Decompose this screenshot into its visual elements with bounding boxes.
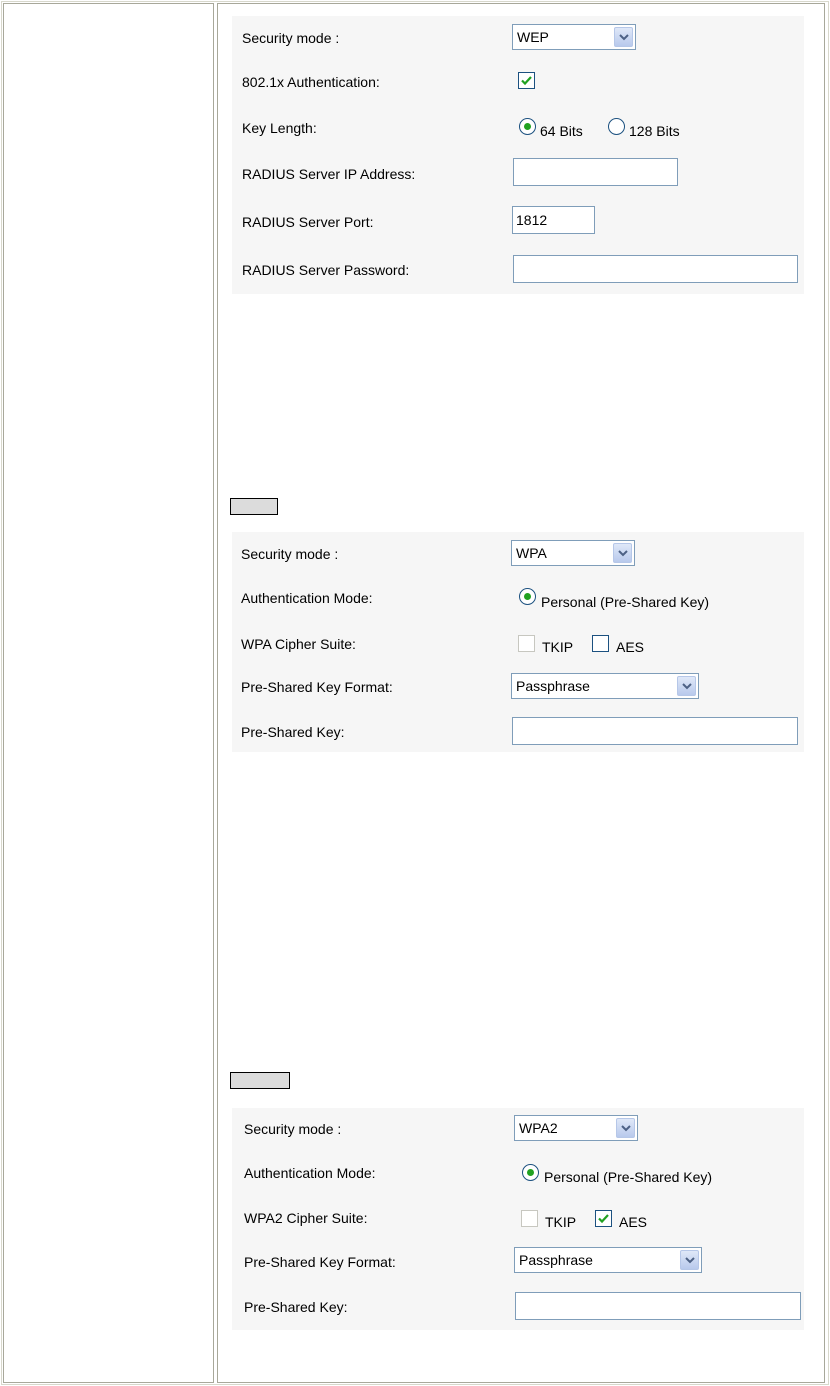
auth-mode-label: Authentication Mode: — [244, 1165, 376, 1181]
radius-ip-input[interactable] — [513, 158, 678, 186]
chevron-down-icon[interactable] — [613, 543, 632, 563]
cipher-tkip-label: TKIP — [542, 639, 574, 655]
chevron-down-icon[interactable] — [680, 1250, 699, 1270]
radius-port-value: 1812 — [516, 212, 548, 228]
security-mode-label: Security mode : — [241, 546, 339, 562]
auth-mode-personal-radio[interactable] — [522, 1164, 539, 1181]
security-mode-select[interactable] — [514, 1115, 638, 1141]
left-column — [3, 3, 214, 1383]
checkmark-icon — [597, 1212, 610, 1225]
psk-input[interactable] — [512, 717, 798, 745]
radius-password-label: RADIUS Server Password: — [242, 262, 410, 278]
psk-format-select[interactable] — [511, 673, 699, 699]
cipher-tkip-label: TKIP — [545, 1214, 577, 1230]
wpa-section-button[interactable] — [230, 498, 278, 515]
chevron-down-icon[interactable] — [677, 676, 696, 696]
key-length-128-radio[interactable] — [608, 118, 625, 135]
radius-port-input[interactable] — [512, 206, 595, 234]
auth-mode-label: Authentication Mode: — [241, 590, 373, 606]
cipher-suite-label: WPA2 Cipher Suite: — [244, 1210, 368, 1226]
chevron-down-icon[interactable] — [614, 27, 633, 47]
security-mode-label: Security mode : — [242, 30, 340, 46]
auth-8021x-checkbox[interactable] — [518, 72, 535, 89]
security-mode-select[interactable] — [512, 24, 636, 50]
psk-format-value: Passphrase — [519, 1252, 593, 1268]
security-mode-value: WPA — [516, 545, 547, 561]
cipher-aes-label: AES — [619, 1214, 648, 1230]
wpa2-section-button[interactable] — [230, 1072, 290, 1089]
security-mode-label: Security mode : — [244, 1121, 342, 1137]
psk-label: Pre-Shared Key: — [244, 1299, 348, 1315]
key-length-label: Key Length: — [242, 120, 317, 136]
radius-password-input[interactable] — [513, 255, 798, 283]
security-mode-select[interactable] — [511, 540, 635, 566]
psk-label: Pre-Shared Key: — [241, 724, 345, 740]
cipher-aes-checkbox[interactable] — [592, 635, 609, 652]
psk-input[interactable] — [515, 1292, 801, 1320]
radio-selected-icon — [527, 1169, 534, 1176]
psk-format-value: Passphrase — [516, 678, 590, 694]
auth-8021x-label: 802.1x Authentication: — [242, 74, 380, 90]
checkmark-icon — [520, 74, 533, 87]
cipher-aes-checkbox[interactable] — [595, 1210, 612, 1227]
psk-format-label: Pre-Shared Key Format: — [244, 1254, 396, 1270]
cipher-tkip-checkbox[interactable] — [521, 1210, 538, 1227]
security-mode-value: WEP — [517, 29, 549, 45]
radius-ip-label: RADIUS Server IP Address: — [242, 166, 416, 182]
cipher-suite-label: WPA Cipher Suite: — [241, 636, 356, 652]
security-mode-value: WPA2 — [519, 1120, 558, 1136]
key-length-128-label: 128 Bits — [629, 123, 680, 139]
cipher-aes-label: AES — [616, 639, 645, 655]
radio-selected-icon — [524, 123, 531, 130]
key-length-64-radio[interactable] — [519, 118, 536, 135]
auth-mode-personal-radio[interactable] — [519, 588, 536, 605]
key-length-64-label: 64 Bits — [540, 123, 583, 139]
radius-port-label: RADIUS Server Port: — [242, 214, 374, 230]
auth-mode-personal-label: Personal (Pre-Shared Key) — [544, 1169, 713, 1185]
cipher-tkip-checkbox[interactable] — [518, 635, 535, 652]
psk-format-select[interactable] — [514, 1247, 702, 1273]
auth-mode-personal-label: Personal (Pre-Shared Key) — [541, 594, 710, 610]
wpa-settings-panel — [232, 532, 804, 752]
psk-format-label: Pre-Shared Key Format: — [241, 679, 393, 695]
radio-selected-icon — [524, 593, 531, 600]
chevron-down-icon[interactable] — [616, 1118, 635, 1138]
wep-settings-panel — [232, 16, 804, 294]
wpa2-settings-panel — [232, 1108, 804, 1330]
